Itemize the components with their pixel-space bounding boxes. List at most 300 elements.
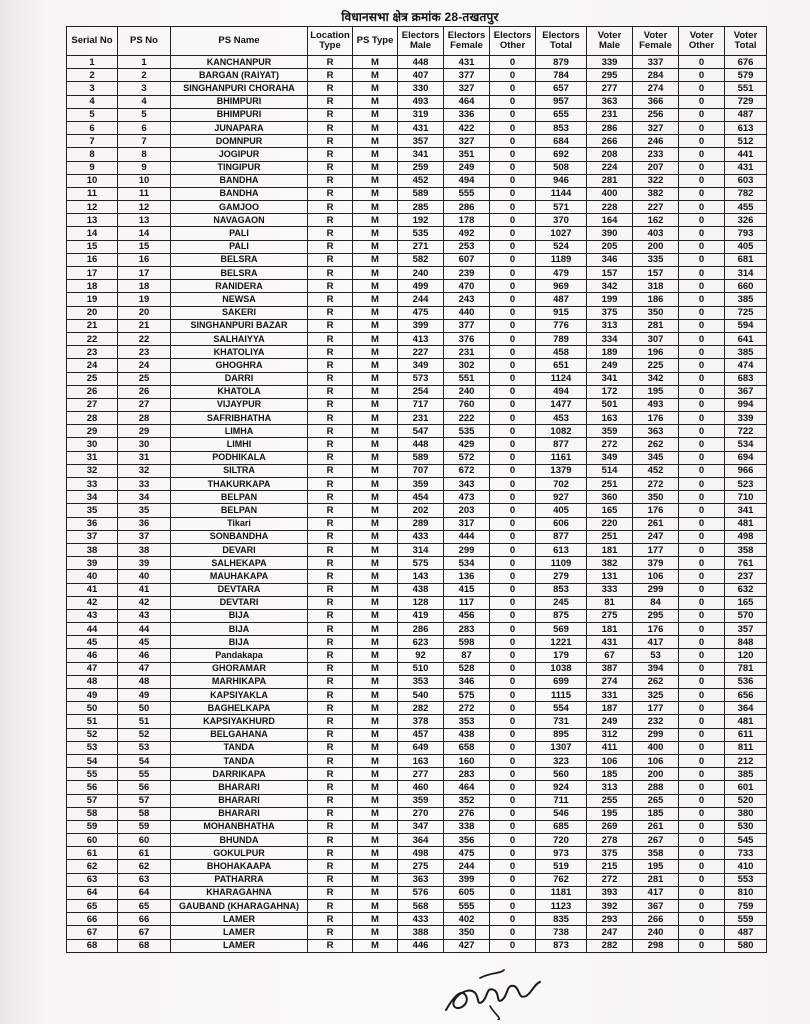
voter-total-cell: 405 <box>725 240 767 253</box>
electors-total-cell: 873 <box>536 939 587 952</box>
electors-total-cell: 1181 <box>536 886 587 899</box>
voter-male-cell: 67 <box>587 649 633 662</box>
electors-female-cell: 572 <box>444 451 490 464</box>
serial-no-cell: 53 <box>67 741 118 754</box>
electors-female-cell: 607 <box>444 253 490 266</box>
ps-no-cell: 26 <box>118 385 171 398</box>
voter-other-cell: 0 <box>679 820 725 833</box>
voter-female-cell: 295 <box>633 609 679 622</box>
location-type-cell: R <box>308 95 353 108</box>
ps-no-cell: 37 <box>118 530 171 543</box>
ps-name-cell: GAUBAND (KHARAGAHNA) <box>171 900 308 913</box>
serial-no-cell: 24 <box>67 359 118 372</box>
voter-male-cell: 501 <box>587 398 633 411</box>
electors-male-cell: 341 <box>398 148 444 161</box>
voter-total-cell: 656 <box>725 689 767 702</box>
voter-other-cell: 0 <box>679 530 725 543</box>
serial-no-cell: 21 <box>67 319 118 332</box>
voter-total-cell: 710 <box>725 491 767 504</box>
ps-type-cell: M <box>353 82 398 95</box>
ps-name-cell: BHARARI <box>171 781 308 794</box>
electors-female-cell: 456 <box>444 609 490 622</box>
table-row <box>67 900 767 913</box>
electors-total-cell: 1109 <box>536 557 587 570</box>
electors-other-cell: 0 <box>490 926 536 939</box>
ps-name-cell: LAMER <box>171 926 308 939</box>
electors-other-cell: 0 <box>490 913 536 926</box>
electors-other-cell: 0 <box>490 346 536 359</box>
electors-male-cell: 231 <box>398 412 444 425</box>
ps-no-cell: 54 <box>118 754 171 767</box>
table-row <box>67 425 767 438</box>
location-type-cell: R <box>308 596 353 609</box>
ps-name-cell: SILTRA <box>171 464 308 477</box>
location-type-cell: R <box>308 834 353 847</box>
voter-other-cell: 0 <box>679 95 725 108</box>
voter-total-cell: 676 <box>725 56 767 69</box>
voter-total-cell: 341 <box>725 504 767 517</box>
electors-male-cell: 399 <box>398 319 444 332</box>
voter-other-cell: 0 <box>679 715 725 728</box>
electors-other-cell: 0 <box>490 359 536 372</box>
electors-female-cell: 464 <box>444 781 490 794</box>
electors-total-cell: 1189 <box>536 253 587 266</box>
voter-total-cell: 339 <box>725 412 767 425</box>
voter-total-cell: 761 <box>725 557 767 570</box>
electors-female-cell: 117 <box>444 596 490 609</box>
ps-name-cell: Pandakapa <box>171 649 308 662</box>
electors-male-cell: 388 <box>398 926 444 939</box>
voter-other-cell: 0 <box>679 385 725 398</box>
voter-other-cell: 0 <box>679 794 725 807</box>
table-row <box>67 728 767 741</box>
voter-male-cell: 251 <box>587 530 633 543</box>
electors-total-cell: 1221 <box>536 636 587 649</box>
voter-other-cell: 0 <box>679 293 725 306</box>
voter-female-cell: 342 <box>633 372 679 385</box>
electors-female-cell: 415 <box>444 583 490 596</box>
voter-total-cell: 545 <box>725 834 767 847</box>
electors-other-cell: 0 <box>490 530 536 543</box>
voter-total-cell: 481 <box>725 715 767 728</box>
location-type-cell: R <box>308 267 353 280</box>
location-type-cell: R <box>308 201 353 214</box>
electors-other-cell: 0 <box>490 187 536 200</box>
electors-female-cell: 672 <box>444 464 490 477</box>
ps-no-cell: 13 <box>118 214 171 227</box>
voter-female-cell: 200 <box>633 240 679 253</box>
electors-total-cell: 546 <box>536 807 587 820</box>
voter-female-cell: 493 <box>633 398 679 411</box>
serial-no-cell: 29 <box>67 425 118 438</box>
electors-male-cell: 475 <box>398 306 444 319</box>
serial-no-cell: 3 <box>67 82 118 95</box>
voter-male-cell: 274 <box>587 675 633 688</box>
electors-other-cell: 0 <box>490 121 536 134</box>
voter-total-cell: 410 <box>725 860 767 873</box>
table-row <box>67 201 767 214</box>
electors-other-cell: 0 <box>490 728 536 741</box>
voter-female-cell: 162 <box>633 214 679 227</box>
voter-male-cell: 359 <box>587 425 633 438</box>
voter-female-cell: 200 <box>633 768 679 781</box>
electors-male-cell: 454 <box>398 491 444 504</box>
ps-name-cell: KHATOLIYA <box>171 346 308 359</box>
electors-male-cell: 431 <box>398 121 444 134</box>
ps-type-cell: M <box>353 398 398 411</box>
location-type-cell: R <box>308 174 353 187</box>
voter-total-cell: 681 <box>725 253 767 266</box>
serial-no-cell: 33 <box>67 478 118 491</box>
voter-male-cell: 411 <box>587 741 633 754</box>
electors-male-cell: 510 <box>398 662 444 675</box>
serial-no-cell: 44 <box>67 623 118 636</box>
serial-no-cell: 34 <box>67 491 118 504</box>
ps-type-cell: M <box>353 900 398 913</box>
voter-female-cell: 298 <box>633 939 679 952</box>
electors-male-cell: 576 <box>398 886 444 899</box>
electors-total-cell: 835 <box>536 913 587 926</box>
electors-female-cell: 473 <box>444 491 490 504</box>
location-type-cell: R <box>308 319 353 332</box>
ps-type-cell: M <box>353 135 398 148</box>
voter-female-cell: 327 <box>633 121 679 134</box>
table-row <box>67 781 767 794</box>
ps-type-cell: M <box>353 557 398 570</box>
ps-name-cell: NEWSA <box>171 293 308 306</box>
electors-female-cell: 87 <box>444 649 490 662</box>
ps-name-cell: PATHARRA <box>171 873 308 886</box>
table-row <box>67 649 767 662</box>
voter-male-cell: 224 <box>587 161 633 174</box>
voter-female-cell: 195 <box>633 860 679 873</box>
voter-female-cell: 106 <box>633 754 679 767</box>
ps-no-cell: 34 <box>118 491 171 504</box>
voter-total-cell: 580 <box>725 939 767 952</box>
page-title: विधानसभा क्षेत्र क्रमांक 28-तखतपुर <box>341 10 499 24</box>
electors-other-cell: 0 <box>490 596 536 609</box>
electors-female-cell: 231 <box>444 346 490 359</box>
column-header: Electors Other <box>490 27 536 56</box>
location-type-cell: R <box>308 135 353 148</box>
ps-no-cell: 45 <box>118 636 171 649</box>
table-row <box>67 834 767 847</box>
electors-female-cell: 605 <box>444 886 490 899</box>
voter-female-cell: 417 <box>633 886 679 899</box>
voter-other-cell: 0 <box>679 148 725 161</box>
table-row <box>67 570 767 583</box>
location-type-cell: R <box>308 689 353 702</box>
electors-female-cell: 598 <box>444 636 490 649</box>
voter-female-cell: 240 <box>633 926 679 939</box>
electors-other-cell: 0 <box>490 754 536 767</box>
ps-name-cell: DEVTARA <box>171 583 308 596</box>
serial-no-cell: 65 <box>67 900 118 913</box>
serial-no-cell: 32 <box>67 464 118 477</box>
serial-no-cell: 4 <box>67 95 118 108</box>
voter-other-cell: 0 <box>679 807 725 820</box>
voter-total-cell: 579 <box>725 69 767 82</box>
ps-name-cell: KHARAGAHNA <box>171 886 308 899</box>
electors-other-cell: 0 <box>490 557 536 570</box>
ps-name-cell: BELSRA <box>171 253 308 266</box>
voter-total-cell: 632 <box>725 583 767 596</box>
voter-total-cell: 520 <box>725 794 767 807</box>
voter-other-cell: 0 <box>679 913 725 926</box>
table-row <box>67 95 767 108</box>
voter-other-cell: 0 <box>679 82 725 95</box>
ps-name-cell: VIJAYPUR <box>171 398 308 411</box>
voter-male-cell: 342 <box>587 280 633 293</box>
table-row <box>67 715 767 728</box>
voter-female-cell: 379 <box>633 557 679 570</box>
column-header: Voter Male <box>587 27 633 56</box>
ps-name-cell: BHARARI <box>171 794 308 807</box>
voter-female-cell: 325 <box>633 689 679 702</box>
voter-total-cell: 759 <box>725 900 767 913</box>
ps-name-cell: DARRIKAPA <box>171 768 308 781</box>
electors-female-cell: 377 <box>444 319 490 332</box>
ps-type-cell: M <box>353 662 398 675</box>
voter-male-cell: 331 <box>587 689 633 702</box>
electors-male-cell: 286 <box>398 623 444 636</box>
column-header: Voter Female <box>633 27 679 56</box>
electors-total-cell: 571 <box>536 201 587 214</box>
voter-other-cell: 0 <box>679 543 725 556</box>
table-row <box>67 464 767 477</box>
voter-female-cell: 262 <box>633 438 679 451</box>
ps-type-cell: M <box>353 754 398 767</box>
serial-no-cell: 6 <box>67 121 118 134</box>
electors-female-cell: 351 <box>444 148 490 161</box>
location-type-cell: R <box>308 108 353 121</box>
table-row <box>67 398 767 411</box>
voter-female-cell: 186 <box>633 293 679 306</box>
location-type-cell: R <box>308 662 353 675</box>
electors-other-cell: 0 <box>490 425 536 438</box>
ps-type-cell: M <box>353 649 398 662</box>
voter-female-cell: 281 <box>633 319 679 332</box>
serial-no-cell: 1 <box>67 56 118 69</box>
electors-male-cell: 163 <box>398 754 444 767</box>
ps-no-cell: 35 <box>118 504 171 517</box>
voter-male-cell: 387 <box>587 662 633 675</box>
table-row <box>67 768 767 781</box>
voter-other-cell: 0 <box>679 557 725 570</box>
location-type-cell: R <box>308 280 353 293</box>
serial-no-cell: 68 <box>67 939 118 952</box>
ps-name-cell: Tikari <box>171 517 308 530</box>
voter-other-cell: 0 <box>679 372 725 385</box>
ps-name-cell: SALHEKAPA <box>171 557 308 570</box>
ps-no-cell: 49 <box>118 689 171 702</box>
location-type-cell: R <box>308 398 353 411</box>
ps-no-cell: 40 <box>118 570 171 583</box>
voter-total-cell: 523 <box>725 478 767 491</box>
voter-female-cell: 284 <box>633 69 679 82</box>
electors-female-cell: 555 <box>444 187 490 200</box>
ps-no-cell: 30 <box>118 438 171 451</box>
serial-no-cell: 25 <box>67 372 118 385</box>
table-row <box>67 267 767 280</box>
electors-female-cell: 272 <box>444 702 490 715</box>
electors-female-cell: 343 <box>444 478 490 491</box>
ps-name-cell: JOGIPUR <box>171 148 308 161</box>
ps-name-cell: SAKERI <box>171 306 308 319</box>
ps-no-cell: 65 <box>118 900 171 913</box>
ps-name-cell: NAVAGAON <box>171 214 308 227</box>
ps-no-cell: 51 <box>118 715 171 728</box>
voter-other-cell: 0 <box>679 596 725 609</box>
electors-other-cell: 0 <box>490 794 536 807</box>
location-type-cell: R <box>308 478 353 491</box>
ps-type-cell: M <box>353 570 398 583</box>
location-type-cell: R <box>308 214 353 227</box>
voter-male-cell: 313 <box>587 781 633 794</box>
ps-name-cell: BELPAN <box>171 491 308 504</box>
ps-type-cell: M <box>353 689 398 702</box>
electors-female-cell: 239 <box>444 267 490 280</box>
ps-type-cell: M <box>353 794 398 807</box>
voter-male-cell: 255 <box>587 794 633 807</box>
electors-total-cell: 684 <box>536 135 587 148</box>
electors-total-cell: 1477 <box>536 398 587 411</box>
location-type-cell: R <box>308 675 353 688</box>
ps-no-cell: 8 <box>118 148 171 161</box>
electors-other-cell: 0 <box>490 715 536 728</box>
voter-total-cell: 367 <box>725 385 767 398</box>
ps-name-cell: BHIMPURI <box>171 95 308 108</box>
ps-name-cell: BIJA <box>171 636 308 649</box>
ps-type-cell: M <box>353 847 398 860</box>
electors-other-cell: 0 <box>490 293 536 306</box>
electors-total-cell: 655 <box>536 108 587 121</box>
ps-name-cell: DEVARI <box>171 543 308 556</box>
polling-station-table <box>66 26 767 953</box>
ps-name-cell: BELGAHANA <box>171 728 308 741</box>
voter-other-cell: 0 <box>679 240 725 253</box>
electors-other-cell: 0 <box>490 332 536 345</box>
electors-total-cell: 1124 <box>536 372 587 385</box>
electors-other-cell: 0 <box>490 939 536 952</box>
electors-male-cell: 448 <box>398 438 444 451</box>
location-type-cell: R <box>308 372 353 385</box>
electors-other-cell: 0 <box>490 319 536 332</box>
electors-male-cell: 419 <box>398 609 444 622</box>
ps-no-cell: 50 <box>118 702 171 715</box>
electors-male-cell: 364 <box>398 834 444 847</box>
voter-female-cell: 400 <box>633 741 679 754</box>
voter-male-cell: 390 <box>587 227 633 240</box>
serial-no-cell: 12 <box>67 201 118 214</box>
electors-other-cell: 0 <box>490 583 536 596</box>
voter-male-cell: 382 <box>587 557 633 570</box>
voter-female-cell: 266 <box>633 913 679 926</box>
electors-other-cell: 0 <box>490 781 536 794</box>
ps-type-cell: M <box>353 768 398 781</box>
location-type-cell: R <box>308 464 353 477</box>
ps-no-cell: 28 <box>118 412 171 425</box>
ps-name-cell: RANIDERA <box>171 280 308 293</box>
location-type-cell: R <box>308 609 353 622</box>
ps-no-cell: 19 <box>118 293 171 306</box>
electors-female-cell: 286 <box>444 201 490 214</box>
voter-total-cell: 120 <box>725 649 767 662</box>
electors-male-cell: 143 <box>398 570 444 583</box>
ps-no-cell: 36 <box>118 517 171 530</box>
electors-total-cell: 508 <box>536 161 587 174</box>
location-type-cell: R <box>308 530 353 543</box>
ps-name-cell: GOKULPUR <box>171 847 308 860</box>
electors-total-cell: 699 <box>536 675 587 688</box>
table-row <box>67 807 767 820</box>
serial-no-cell: 19 <box>67 293 118 306</box>
voter-female-cell: 417 <box>633 636 679 649</box>
ps-name-cell: BIJA <box>171 623 308 636</box>
ps-name-cell: TANDA <box>171 754 308 767</box>
voter-other-cell: 0 <box>679 873 725 886</box>
voter-other-cell: 0 <box>679 478 725 491</box>
voter-other-cell: 0 <box>679 121 725 134</box>
ps-type-cell: M <box>353 781 398 794</box>
serial-no-cell: 41 <box>67 583 118 596</box>
location-type-cell: R <box>308 253 353 266</box>
ps-name-cell: BHIMPURI <box>171 108 308 121</box>
serial-no-cell: 39 <box>67 557 118 570</box>
column-header: Serial No <box>67 27 118 56</box>
ps-type-cell: M <box>353 728 398 741</box>
voter-male-cell: 269 <box>587 820 633 833</box>
voter-male-cell: 181 <box>587 623 633 636</box>
ps-name-cell: SONBANDHA <box>171 530 308 543</box>
voter-female-cell: 177 <box>633 702 679 715</box>
voter-male-cell: 339 <box>587 56 633 69</box>
electors-total-cell: 569 <box>536 623 587 636</box>
voter-total-cell: 441 <box>725 148 767 161</box>
table-row <box>67 609 767 622</box>
electors-female-cell: 440 <box>444 306 490 319</box>
voter-female-cell: 195 <box>633 385 679 398</box>
voter-male-cell: 163 <box>587 412 633 425</box>
electors-other-cell: 0 <box>490 95 536 108</box>
electors-male-cell: 277 <box>398 768 444 781</box>
column-header: Electors Total <box>536 27 587 56</box>
voter-female-cell: 363 <box>633 425 679 438</box>
electors-other-cell: 0 <box>490 834 536 847</box>
location-type-cell: R <box>308 807 353 820</box>
voter-female-cell: 345 <box>633 451 679 464</box>
location-type-cell: R <box>308 346 353 359</box>
voter-male-cell: 333 <box>587 583 633 596</box>
voter-female-cell: 265 <box>633 794 679 807</box>
electors-male-cell: 452 <box>398 174 444 187</box>
electors-male-cell: 448 <box>398 56 444 69</box>
voter-other-cell: 0 <box>679 689 725 702</box>
table-row <box>67 214 767 227</box>
electors-total-cell: 973 <box>536 847 587 860</box>
electors-female-cell: 528 <box>444 662 490 675</box>
voter-female-cell: 358 <box>633 847 679 860</box>
voter-other-cell: 0 <box>679 161 725 174</box>
serial-no-cell: 26 <box>67 385 118 398</box>
voter-other-cell: 0 <box>679 464 725 477</box>
location-type-cell: R <box>308 557 353 570</box>
voter-male-cell: 275 <box>587 609 633 622</box>
electors-female-cell: 551 <box>444 372 490 385</box>
electors-other-cell: 0 <box>490 478 536 491</box>
ps-type-cell: M <box>353 346 398 359</box>
electors-male-cell: 540 <box>398 689 444 702</box>
